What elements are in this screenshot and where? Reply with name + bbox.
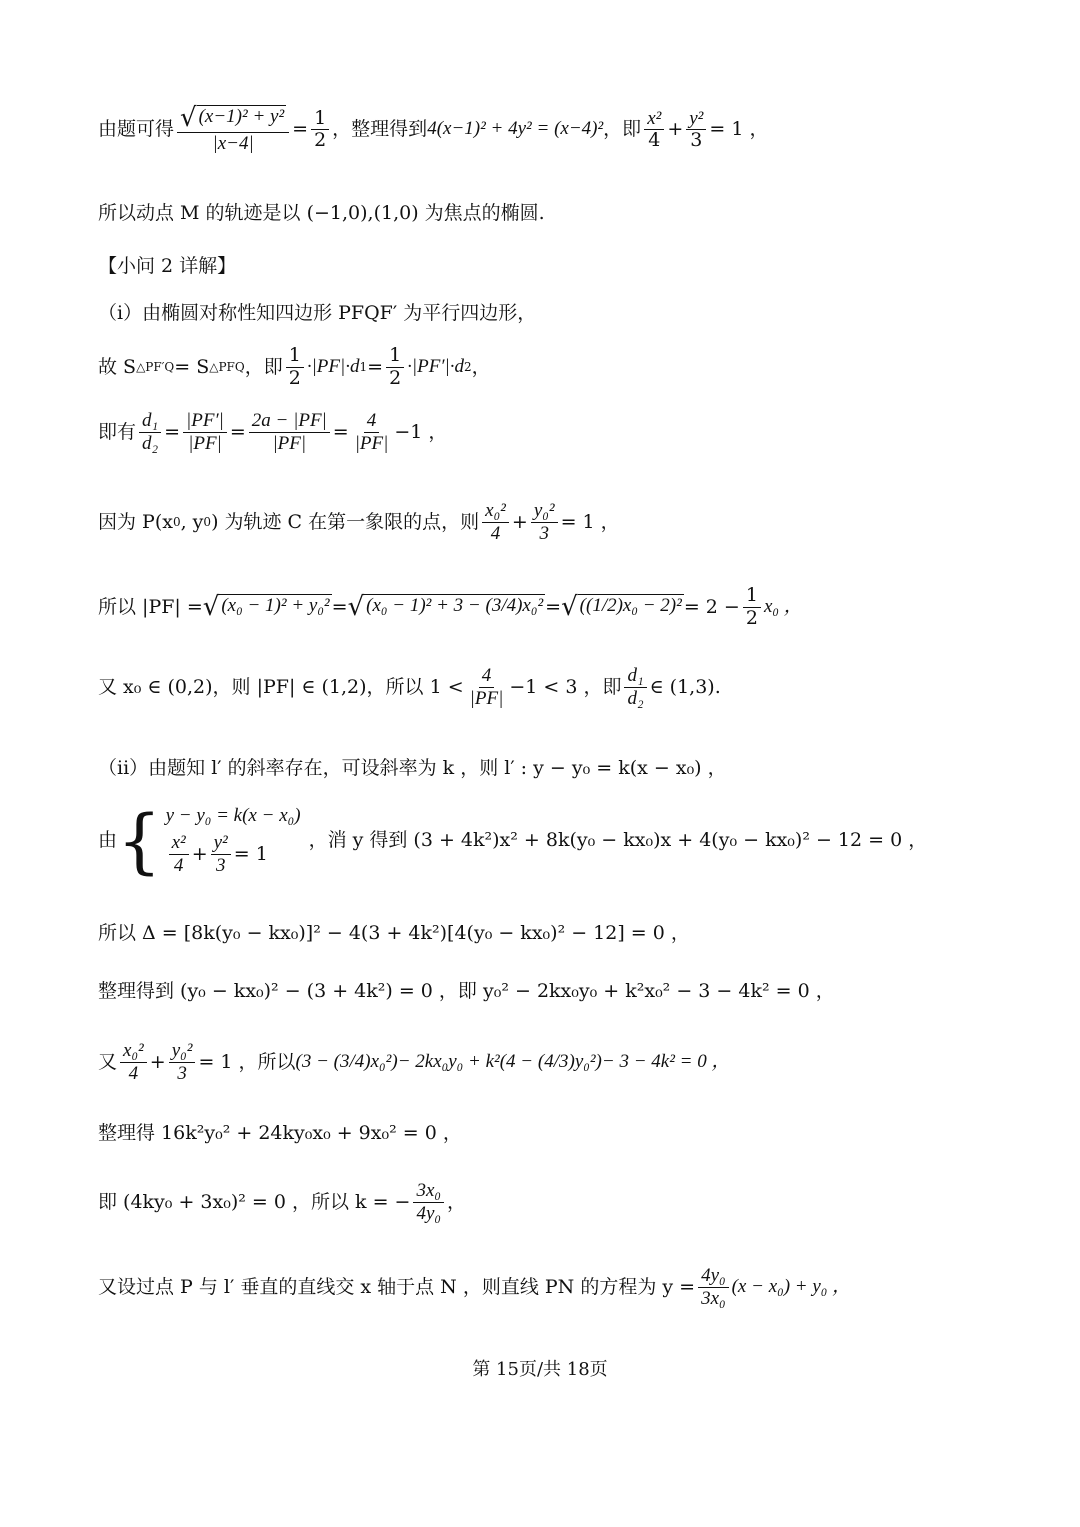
text: 因为 P(x (98, 510, 173, 533)
den: 4 (128, 1062, 139, 1084)
frac (211, 832, 231, 877)
den: |PF| (188, 432, 222, 454)
text: 又 (98, 1050, 118, 1073)
simplify-line-2: 整理得 16k²y₀² + 24ky₀x₀ + 9x₀² = 0 ， (98, 1122, 462, 1144)
num: 1 (311, 108, 329, 131)
simplify-line: 整理得到 (y₀ − kx₀)² − (3 + 4k²) = 0 ，即 y₀² − 2kx₀y₀ + k²x₀² − 3 − 4k² = 0 ， (98, 980, 835, 1002)
text: = 2 − (683, 595, 740, 618)
num: 4 (479, 665, 495, 688)
substitution-line: 又 $\frac{\text{x₀²}}{4}$ + $\frac{\text{y₀²}}{3}$ = 1 ，所以 (3 − (3/4)x₀²) − 2kx₀y₀ + k² (4 − (4/3)y₀²) − 3 − 4k² = 0 ， (98, 1040, 731, 1084)
left-brace: { (117, 799, 162, 882)
num: y₀² (531, 500, 558, 523)
den: |PF| (469, 687, 504, 709)
num: y₀² (169, 1040, 196, 1063)
text: ，即 (244, 355, 283, 378)
text: = 1 ， (560, 510, 620, 533)
text: = 1 (233, 842, 268, 865)
den: d₂ (627, 687, 644, 709)
frac (386, 345, 404, 390)
ratio-line: 即有 $\frac{\text{d₁}}{\text{d₂}}$ = $\frac{|PF'|}{|PF|}$ = $\frac{2a - |PF|}{|PF|}$ = $\frac{4}{|PF|}$ −1 ， (98, 410, 448, 454)
frac (183, 410, 227, 455)
sqrt: √ ((1/2)x₀ − 2)² (561, 592, 682, 623)
text: ·|PF′|·d (407, 355, 464, 377)
den: 2 (389, 366, 402, 389)
text: 又 x₀ ∈ (0,2)，则 |PF| ∈ (1,2)，所以 1 < (98, 675, 464, 698)
system-eq-1: y − y₀ = k(x − x₀) (165, 805, 301, 826)
equals: = (292, 118, 309, 141)
slope-line (98, 1180, 466, 1225)
radicand: (x₀ − 1)² + y₀² (219, 594, 331, 620)
text-line-4: （i）由椭圆对称性知四边形 PFQF′ 为平行四边形， (98, 302, 537, 324)
text-line-10: （ii）由题知 l′ 的斜率存在，可设斜率为 k ，则 l′ : y − y₀ = k(x − x₀) ， (98, 757, 727, 779)
num: y² (211, 832, 231, 855)
text: = 1 ， (709, 118, 769, 141)
equation: 4(x−1)² + 4y² = (x−4)² (427, 118, 604, 140)
text: ， (471, 355, 491, 378)
radicand: (x₀ − 1)² + 3 − (3/4)x₀² (364, 594, 545, 620)
equation-line-1: 由题可得 √ (x−1)² + y² |x−4| = $\frac{1}{2}$ ，整理得到 4(x−1)² + 4y² = (x−4)² ，即 $\frac{\text{x²}}{4}$ + $\frac{\text{y²}}{3}$ = 1 ， (98, 103, 769, 154)
system-eq-2: $\frac{\text{x²}}{4}$ + $\frac{\text{y²}}{3}$ = 1 (166, 832, 301, 877)
denominator: |x−4| (212, 132, 254, 154)
text: 所以 |PF| = (98, 595, 203, 618)
den: 3x₀ (701, 1287, 726, 1309)
text: 由 (98, 829, 118, 852)
num: d₁ (624, 665, 646, 688)
text: 又设过点 P 与 l′ 垂直的直线交 x 轴于点 N ，则直线 PN 的方程为 y = (98, 1275, 696, 1298)
frac (249, 410, 330, 455)
point-line: 因为 P(x 0 , y 0 ) 为轨迹 C 在第一象限的点，则 $\frac{\text{x₀²}}{4}$ + $\frac{\text{y₀²}}{3}$ = 1 ， (98, 500, 620, 544)
frac (644, 108, 664, 153)
num: d₁ (139, 410, 161, 433)
text: ，即 (603, 118, 642, 141)
text: , y (180, 510, 204, 533)
text: = 1 ，所以 (198, 1050, 296, 1073)
text: = S (174, 355, 210, 378)
frac (413, 1180, 444, 1225)
text: −1 ， (394, 420, 448, 443)
sqrt: √ (x₀ − 1)² + y₀² (202, 592, 330, 623)
frac (352, 410, 392, 455)
den: |PF| (354, 432, 389, 454)
num: 1 (743, 585, 761, 608)
den: 2 (288, 366, 301, 389)
num: 1 (286, 345, 304, 368)
text: ∈ (1,3). (649, 675, 721, 698)
sqrt: √ (x₀ − 1)² + 3 − (3/4)x₀² (347, 592, 544, 623)
text: − 2kx₀y₀ + k² (397, 1050, 500, 1072)
den: 4y₀ (416, 1202, 441, 1224)
text: 即有 (98, 420, 137, 443)
distance-ratio-fraction: √ (x−1)² + y² |x−4| (177, 105, 289, 155)
radicand: ((1/2)x₀ − 2)² (578, 594, 684, 620)
frac (286, 345, 304, 390)
num: 4y₀ (698, 1265, 729, 1288)
text: ， (447, 1190, 467, 1213)
frac (698, 1265, 729, 1310)
frac (624, 665, 646, 710)
num: x₀² (482, 500, 509, 523)
section-heading: 【小问 2 详解】 (98, 255, 237, 277)
den: 4 (648, 129, 661, 152)
text: x₀ ， (763, 595, 803, 617)
text: ，消 y 得到 (3 + 4k²)x² + 8k(y₀ − kx₀)x + 4(y₀ − kx₀)² − 12 = 0 ， (308, 829, 928, 852)
numerator: (x−1)² + y² (197, 105, 287, 131)
term: (4 − (4/3)y₀²) (499, 1050, 602, 1072)
equation-system (166, 805, 301, 876)
pn-line (98, 1265, 851, 1310)
den: 3 (215, 854, 226, 876)
den: 3 (539, 522, 549, 544)
den: 4 (173, 854, 184, 876)
frac (482, 500, 509, 545)
text: (x − x₀) + y₀ ， (731, 1275, 852, 1297)
discriminant-line: 所以 Δ = [8k(y₀ − kx₀)]² − 4(3 + 4k²)[4(y₀ − kx₀)² − 12] = 0 ， (98, 922, 690, 944)
frac (169, 1040, 196, 1085)
num: 4 (364, 410, 380, 433)
num: y² (686, 108, 706, 131)
den: 3 (690, 129, 703, 152)
sub: △PFQ (209, 360, 245, 375)
text: ·|PF|·d (306, 355, 360, 377)
page-footer: 第 15页/共 18页 (472, 1359, 608, 1380)
frac (139, 410, 161, 455)
num: |PF′| (183, 410, 227, 433)
num: 3x₀ (413, 1180, 444, 1203)
frac (531, 500, 558, 545)
frac (169, 832, 189, 877)
area-equation-line: 故 S △PF′Q = S △PFQ ，即 $\frac{1}{2}$ ·|PF|·d 1 = $\frac{1}{2}$ ·|PF′|·d 2 ， (98, 344, 491, 389)
num: x² (169, 832, 189, 855)
den: 2 (314, 129, 327, 152)
system-line (98, 799, 928, 882)
frac (467, 665, 507, 710)
text-line-2: 所以动点 M 的轨迹是以 (−1,0),(1,0) 为焦点的椭圆. (98, 202, 545, 224)
text: ，整理得到 (332, 118, 428, 141)
range-line (98, 665, 721, 710)
pf-length-line: 所以 |PF| = √ (x₀ − 1)² + y₀² = √ (x₀ − 1)² + 3 − (3/4)x₀² = √ ((1/2)x₀ − 2)² = 2 − $\frac{1}{2}$ x₀ ， (98, 584, 803, 629)
text: 故 S (98, 355, 137, 378)
text: − 3 − 4k² = 0 ， (601, 1050, 731, 1072)
frac (686, 108, 706, 153)
text: 即 (4ky₀ + 3x₀)² = 0 ，所以 k = − (98, 1190, 411, 1213)
den: 2 (745, 606, 758, 629)
half-fraction (311, 108, 329, 153)
term: (3 − (3/4)x₀²) (295, 1050, 398, 1072)
text: ) 为轨迹 C 在第一象限的点，则 (211, 510, 480, 533)
num: 2a − |PF| (249, 410, 330, 433)
num: 1 (386, 345, 404, 368)
den: |PF| (272, 432, 307, 454)
den: 3 (177, 1062, 187, 1084)
num: x₀² (120, 1040, 147, 1063)
num: x² (644, 108, 664, 131)
text: = (367, 355, 384, 378)
den: 4 (490, 522, 501, 544)
frac (743, 585, 761, 630)
den: d₂ (142, 432, 159, 454)
sub: △PF′Q (136, 360, 175, 375)
frac (120, 1040, 147, 1085)
text: −1 < 3 ，即 (509, 675, 622, 698)
text: 由题可得 (98, 118, 175, 141)
